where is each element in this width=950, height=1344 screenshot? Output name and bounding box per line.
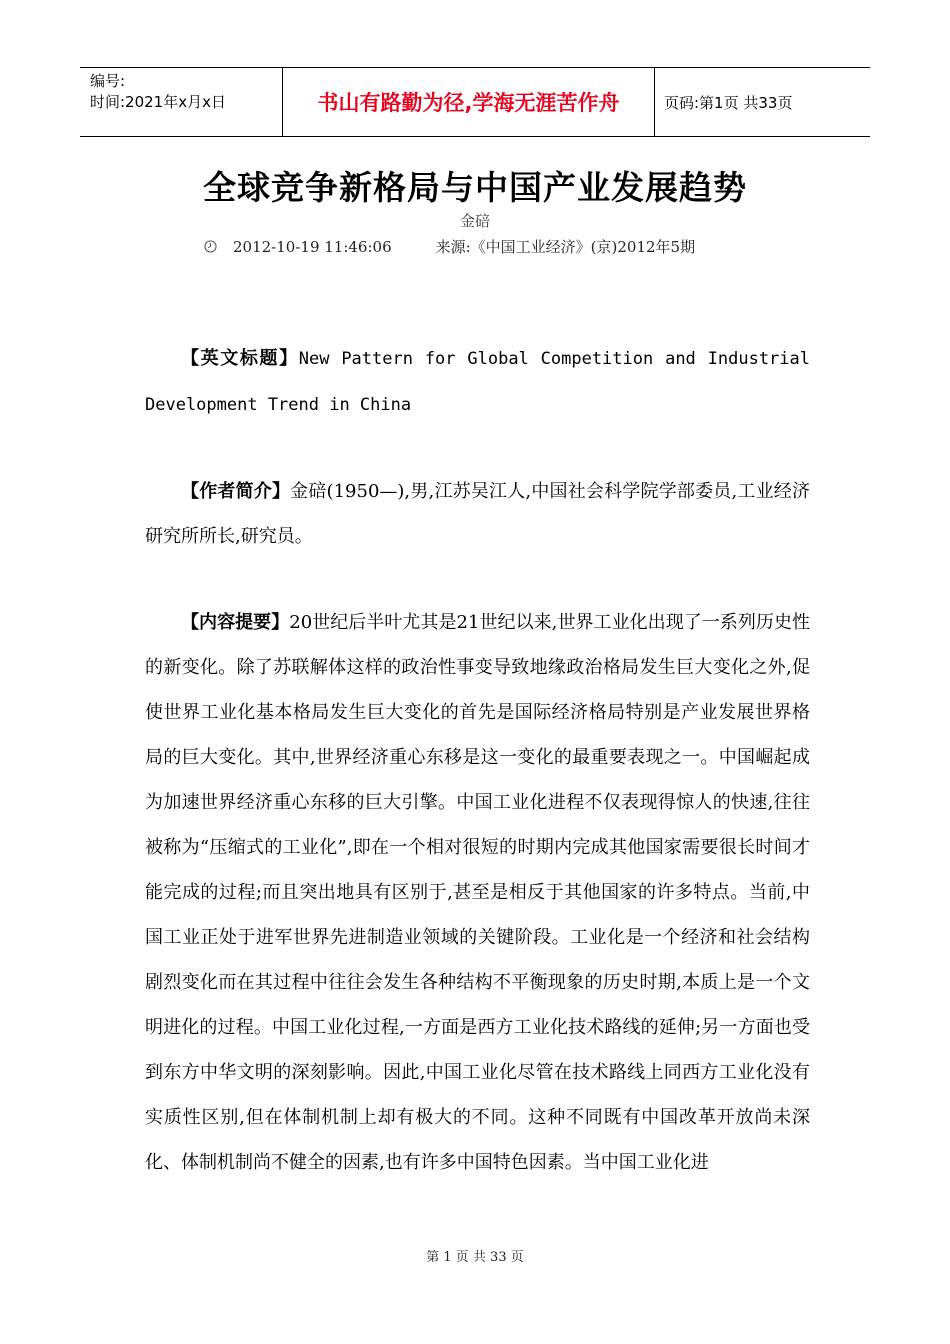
article-title: 全球竞争新格局与中国产业发展趋势 (203, 168, 747, 207)
article-datetime: 2012-10-19 11:46:06 (233, 237, 392, 256)
abstract-label: 【内容提要】 (181, 612, 290, 633)
article-source: 来源:《中国工业经济》(京)2012年5期 (435, 238, 696, 256)
clock-icon (204, 240, 217, 253)
header-time-label: 时间:2021年x月x日 (90, 93, 226, 111)
header-meta-cell (80, 68, 282, 136)
article-author: 金碚 (459, 212, 490, 230)
article-meta (204, 236, 695, 257)
header-page-code: 页码:第1页 共33页 (664, 93, 793, 112)
article-body (145, 336, 810, 1226)
english-title-text: New Pattern for Global Competition and Industrial Development Trend in China (145, 349, 811, 415)
page-footer: 第 1 页 共 33 页 (426, 1250, 524, 1265)
header-number-label: 编号: (90, 72, 126, 90)
abstract-paragraph (145, 600, 810, 1185)
page-header (80, 67, 870, 137)
abstract-text: 20世纪后半叶尤其是21世纪以来,世界工业化出现了一系列历史性的新变化。除了苏联解体这样的政治性事变导致地缘政治格局发生巨大变化之外,促使世界工业化基本格局发生巨大变化的首先是国际经济格局特别是产业发展世界格局的巨大变化。其中,世界经济重心东移是这一变化的最重要表现之一。中国崛起成为加速世界经济重心东移的巨大引擎。中国工业化进程不仅表现得惊人的快速,往往被称为“压缩式的工业化”,即在一个相对很短的时期内完成其他国家需要很长时间才能完成的过程;而且突出地具有区别于,甚至是相反于其他国家的许多特点。当前,中国工业正处于进军世界先进制造业领域的关键阶段。工业化是一个经济和社会结构剧烈变化而在其过程中往往会发生各种结构不平衡现象的历史时期,本质上是一个文明进化的过程。中国工业化过程,一方面是西方工业化技术路线的延伸;另一方面也受到东方中华文明的深刻影响。因此,中国工业化尽管在技术路线上同西方工业化没有实质性区别,但在体制机制上却有极大的不同。这种不同既有中国改革开放尚未深化、体制机制尚不健全的因素,也有许多中国特色因素。当中国工业化进 (145, 612, 811, 1173)
author-bio-text: 金碚(1950—),男,江苏吴江人,中国社会科学院学部委员,工业经济研究所所长,研究员。 (145, 481, 810, 547)
header-motto: 书山有路勤为径,学海无涯苦作舟 (282, 68, 655, 136)
english-title-paragraph (145, 336, 810, 428)
author-bio-paragraph (145, 469, 810, 559)
author-bio-label: 【作者简介】 (181, 481, 291, 502)
english-title-label: 【英文标题】 (181, 348, 299, 369)
